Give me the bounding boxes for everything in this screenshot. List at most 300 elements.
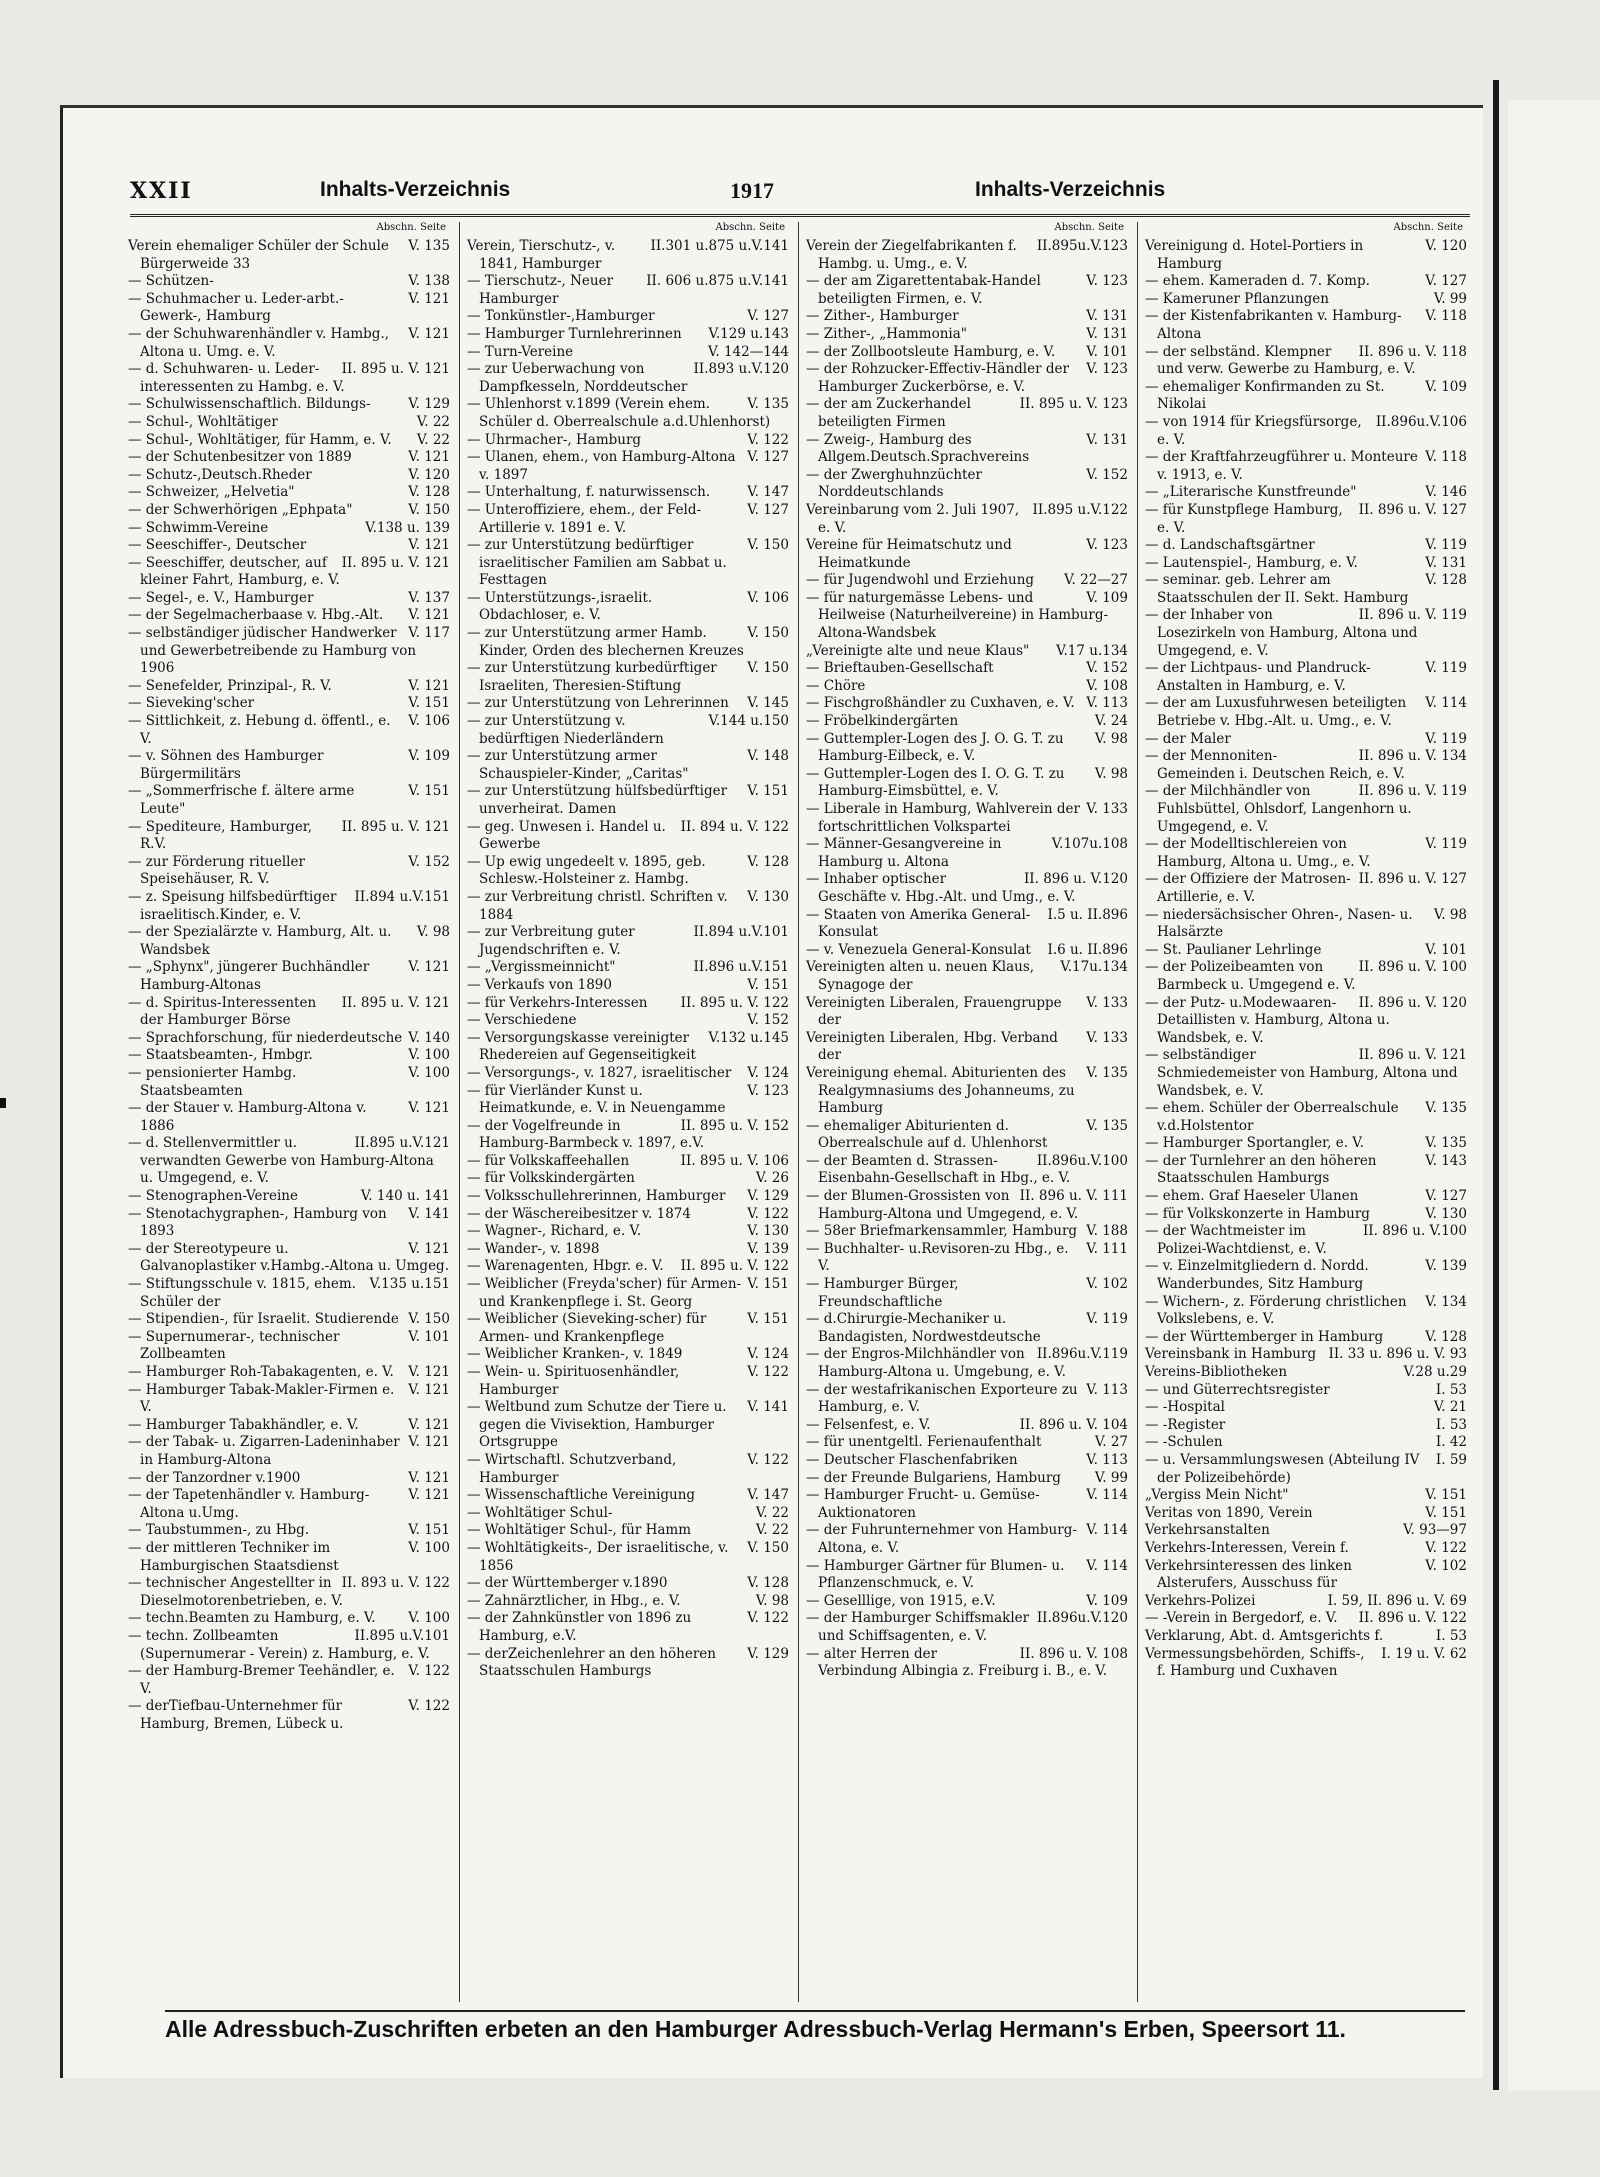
entry-text: — Hamburger Bürger, Freundschaftliche bbox=[806, 1276, 959, 1310]
section-page-ref: V. 122 bbox=[408, 1663, 450, 1680]
section-page-ref: V. 119 bbox=[1086, 1311, 1128, 1328]
entry-text: — Versorgungs-, v. 1827, israelitischer bbox=[467, 1064, 732, 1081]
section-page-ref: V. 121 bbox=[408, 1364, 450, 1380]
entry-text: Vereinbarung vom 2. Juli 1907, e. V. bbox=[806, 501, 1020, 536]
entry-text: — der Hamburger Schiffsmakler und Schiffsagenten, e. V. bbox=[806, 1610, 1030, 1644]
entry-text: — Stiftungsschule v. 1815, ehem. Schüler der bbox=[128, 1276, 356, 1310]
entry-text: — der mittleren Techniker im Hamburgischen Staatsdienst bbox=[128, 1539, 339, 1574]
page-number: XXII bbox=[130, 178, 193, 204]
entry-text: — Unterhaltung, f. naturwissensch. bbox=[467, 484, 711, 501]
section-page-ref: V.17 u.134 bbox=[1056, 642, 1128, 659]
entry-text: — für Volkskonzerte in Hamburg bbox=[1145, 1205, 1370, 1222]
index-entry bbox=[806, 1118, 1128, 1153]
index-entry bbox=[467, 1540, 789, 1575]
entry-text: — „Sphynx", jüngerer Buchhändler Hamburg-Altonas bbox=[128, 959, 370, 993]
index-entry bbox=[1145, 1522, 1467, 1540]
index-entry bbox=[1145, 502, 1467, 537]
index-entry bbox=[1145, 1452, 1467, 1487]
index-entry bbox=[128, 995, 450, 1030]
index-entry bbox=[1145, 1487, 1467, 1505]
section-page-ref: V. 98 bbox=[1094, 765, 1128, 782]
section-page-ref: II.895 u.V.101 bbox=[354, 1627, 450, 1644]
section-page-ref: II. 896 u. V. 104 bbox=[1019, 1416, 1128, 1433]
section-page-ref: V. 151 bbox=[1425, 1487, 1467, 1504]
index-entry bbox=[1145, 1505, 1467, 1523]
index-entry bbox=[1145, 555, 1467, 573]
entry-text: — Hamburger Roh-Tabakagenten, e. V. bbox=[128, 1364, 394, 1380]
entry-text: — der Stereotypeure u. Galvanoplastiker v.Hambg.-Altona u. Umgeg. bbox=[128, 1240, 449, 1275]
index-entry bbox=[1145, 1540, 1467, 1558]
index-column-2 bbox=[467, 222, 789, 2002]
index-entry bbox=[128, 1311, 450, 1329]
index-entry bbox=[128, 1135, 450, 1188]
section-page-ref: V. 119 bbox=[1425, 836, 1467, 853]
section-page-ref: V. 151 bbox=[408, 1522, 450, 1539]
entry-text: — der am Zuckerhandel beteiligten Firmen bbox=[806, 396, 971, 430]
entry-text: — der Milchhändler von Fuhlsbüttel, Ohlsdorf, Langenhorn u. Umgegend, e. V. bbox=[1145, 783, 1412, 835]
section-page-ref: V. 121 bbox=[408, 1416, 450, 1433]
index-entry bbox=[128, 1065, 450, 1100]
index-entry bbox=[467, 344, 789, 362]
entry-text: — Stenotachygraphen-, Hamburg von 1893 bbox=[128, 1205, 387, 1240]
section-page-ref: V. 113 bbox=[1086, 1381, 1128, 1398]
index-entry bbox=[1145, 959, 1467, 994]
entry-text: — Wohltätiger Schul- bbox=[467, 1504, 613, 1521]
section-page-ref: V. 109 bbox=[408, 748, 450, 765]
index-columns bbox=[128, 222, 1468, 2002]
index-entry bbox=[1145, 1610, 1467, 1628]
index-entry bbox=[467, 1065, 789, 1083]
index-entry bbox=[467, 660, 789, 695]
entry-text: — zur Unterstützung von Lehrerinnen bbox=[467, 695, 729, 712]
section-page-ref: V. 135 bbox=[1425, 1135, 1467, 1152]
index-entry bbox=[806, 871, 1128, 906]
index-entry bbox=[467, 308, 789, 326]
entry-text: — Geselllige, von 1915, e.V. bbox=[806, 1592, 996, 1609]
index-entry bbox=[806, 907, 1128, 942]
section-page-ref: V. 118 bbox=[1425, 449, 1467, 466]
section-page-ref: V. 22—27 bbox=[1064, 572, 1128, 589]
entry-text: — -Hospital bbox=[1145, 1399, 1225, 1416]
section-page-ref: II. 896 u. V.100 bbox=[1362, 1223, 1467, 1240]
index-entry bbox=[467, 1118, 789, 1153]
section-page-ref: V. 141 bbox=[408, 1205, 450, 1222]
entry-text: — Staaten von Amerika General-Konsulat bbox=[806, 906, 1031, 941]
index-entry bbox=[467, 1188, 789, 1206]
index-entry bbox=[1145, 291, 1467, 309]
entry-text: — Fröbelkindergärten bbox=[806, 713, 959, 730]
section-page-ref: II. 606 u.875 u.V.141 bbox=[646, 273, 789, 290]
entry-text: — Liberale in Hamburg, Wahlverein der fortschrittlichen Volkspartei bbox=[806, 801, 1080, 835]
section-page-ref: V. 135 bbox=[1086, 1064, 1128, 1081]
entry-text: — Hamburger Sportangler, e. V. bbox=[1145, 1135, 1364, 1152]
entry-text: — der Maler bbox=[1145, 730, 1231, 747]
section-page-ref: V. 100 bbox=[408, 1064, 450, 1081]
section-page-ref: V. 98 bbox=[755, 1592, 789, 1609]
entry-text: — Hamburger Gärtner für Blumen- u. Pflanzenschmuck, e. V. bbox=[806, 1557, 1065, 1592]
entry-text: — seminar. geb. Lehrer am Staatsschulen der II. Sekt. Hamburg bbox=[1145, 572, 1409, 606]
entry-text: Verkehrsanstalten bbox=[1145, 1522, 1270, 1539]
entry-text: — Deutscher Flaschenfabriken bbox=[806, 1451, 1018, 1468]
index-entry bbox=[467, 361, 789, 396]
next-page-edge bbox=[1508, 100, 1600, 2090]
entry-text: — der Zahnkünstler von 1896 zu Hamburg, e.V. bbox=[467, 1610, 692, 1644]
entry-text: — Unteroffiziere, ehem., der Feld-Artillerie v. 1891 e. V. bbox=[467, 501, 702, 536]
index-entry bbox=[128, 713, 450, 748]
entry-text: Verklarung, Abt. d. Amtsgerichts f. bbox=[1145, 1627, 1384, 1644]
section-page-ref: V. 150 bbox=[747, 660, 789, 677]
entry-text: — Uhrmacher-, Hamburg bbox=[467, 431, 642, 448]
entry-text: — Turn-Vereine bbox=[467, 343, 574, 360]
index-entry bbox=[128, 607, 450, 625]
entry-text: — Buchhalter- u.Revisoren-zu Hbg., e. V. bbox=[806, 1240, 1069, 1275]
section-page-ref: II. 894 u. V. 122 bbox=[680, 818, 789, 835]
column-header: Abschn. Seite bbox=[715, 222, 785, 233]
index-entry bbox=[128, 1540, 450, 1575]
entry-text: — zur Verbreitung christl. Schriften v. 1884 bbox=[467, 888, 728, 923]
index-entry bbox=[1145, 836, 1467, 871]
entry-text: — Spediteure, Hamburger, R.V. bbox=[128, 818, 313, 853]
section-page-ref: V. 140 bbox=[408, 1029, 450, 1046]
index-entry bbox=[128, 819, 450, 854]
entry-text: — v. Einzelmitgliedern d. Nordd. Wanderbundes, Sitz Hamburg bbox=[1145, 1258, 1369, 1293]
index-entry bbox=[128, 396, 450, 414]
entry-text: — Felsenfest, e. V. bbox=[806, 1416, 931, 1433]
index-entry bbox=[128, 1417, 450, 1435]
section-page-ref: V.144 u.150 bbox=[708, 713, 789, 730]
entry-text: — der Wachtmeister im Polizei-Wachtdienst, e. V. bbox=[1145, 1223, 1327, 1257]
index-entry bbox=[467, 1487, 789, 1505]
index-entry bbox=[1145, 695, 1467, 730]
index-entry bbox=[467, 1593, 789, 1611]
index-entry bbox=[1145, 1593, 1467, 1611]
section-page-ref: V. 152 bbox=[408, 853, 450, 870]
section-page-ref: V. 140 u. 141 bbox=[360, 1188, 450, 1205]
index-entry bbox=[1145, 1364, 1467, 1382]
section-page-ref: V. 142—144 bbox=[707, 343, 789, 360]
index-entry bbox=[467, 1083, 789, 1118]
index-entry bbox=[128, 502, 450, 520]
entry-text: — für Jugendwohl und Erziehung bbox=[806, 572, 1035, 589]
section-page-ref: V. 127 bbox=[747, 449, 789, 466]
section-page-ref: V. 24 bbox=[1094, 713, 1128, 730]
index-entry bbox=[467, 1646, 789, 1681]
index-entry bbox=[1145, 1382, 1467, 1400]
section-page-ref: V. 131 bbox=[1086, 325, 1128, 342]
section-page-ref: V. 135 bbox=[1086, 1117, 1128, 1134]
index-entry bbox=[1145, 1135, 1467, 1153]
entry-text: — ehem. Graf Haeseler Ulanen bbox=[1145, 1188, 1359, 1205]
entry-text: — derZeichenlehrer an den höheren Staatsschulen Hamburgs bbox=[467, 1645, 716, 1680]
section-page-ref: V. 120 bbox=[408, 466, 450, 483]
index-entry bbox=[806, 801, 1128, 836]
section-page-ref: II.895 u.V.122 bbox=[1032, 501, 1128, 518]
entry-text: Vereine für Heimatschutz und Heimatkunde bbox=[806, 537, 1012, 571]
entry-text: — zur Unterstützung hülfsbedürftiger unverheirat. Damen bbox=[467, 783, 728, 817]
index-entry bbox=[1145, 1294, 1467, 1329]
entry-text: — Wein- u. Spirituosenhändler, Hamburger bbox=[467, 1364, 680, 1398]
index-entry bbox=[128, 520, 450, 538]
entry-text: — v. Söhnen des Hamburger Bürgermilitärs bbox=[128, 748, 324, 782]
section-page-ref: V. 131 bbox=[1086, 431, 1128, 448]
header-year: 1917 bbox=[730, 178, 774, 203]
column-header: Abschn. Seite bbox=[1393, 222, 1463, 233]
index-entry bbox=[1145, 379, 1467, 414]
entry-text: — d. Landschaftsgärtner bbox=[1145, 537, 1315, 554]
section-page-ref: V. 109 bbox=[1425, 378, 1467, 395]
index-entry bbox=[1145, 1100, 1467, 1135]
section-page-ref: V. 121 bbox=[408, 537, 450, 554]
section-page-ref: II. 895 u. V. 121 bbox=[341, 994, 450, 1011]
section-page-ref: V. 123 bbox=[747, 1082, 789, 1099]
index-entry bbox=[806, 1610, 1128, 1645]
section-page-ref: V. 127 bbox=[1425, 273, 1467, 290]
section-page-ref: V. 102 bbox=[1425, 1557, 1467, 1574]
entry-text: — ehemaliger Abiturienten d. Oberrealschule auf d. Uhlenhorst bbox=[806, 1117, 1048, 1152]
entry-text: — Ulanen, ehem., von Hamburg-Altona v. 1897 bbox=[467, 449, 736, 483]
entry-text: — Männer-Gesangvereine in Hamburg u. Altona bbox=[806, 836, 1002, 870]
section-page-ref: V. 146 bbox=[1425, 484, 1467, 501]
section-page-ref: II. 895 u. V. 123 bbox=[1019, 396, 1128, 413]
entry-text: Vereinsbank in Hamburg bbox=[1145, 1346, 1317, 1363]
index-entry bbox=[1145, 1558, 1467, 1593]
index-entry bbox=[806, 660, 1128, 678]
index-entry bbox=[1145, 344, 1467, 379]
index-entry bbox=[128, 1047, 450, 1065]
section-page-ref: II. 895 u. V. 121 bbox=[341, 554, 450, 571]
index-entry bbox=[467, 449, 789, 484]
entry-text: Verkehrs-Polizei bbox=[1145, 1592, 1256, 1609]
section-page-ref: I. 53 bbox=[1435, 1416, 1467, 1433]
entry-text: — Verschiedene bbox=[467, 1012, 577, 1029]
section-page-ref: II. 896 u. V. 127 bbox=[1358, 501, 1467, 518]
section-page-ref: II.895 u.V.121 bbox=[354, 1135, 450, 1152]
index-entry bbox=[467, 1311, 789, 1346]
index-entry bbox=[806, 1153, 1128, 1188]
section-page-ref: II. 896 u. V. 122 bbox=[1358, 1610, 1467, 1627]
entry-text: — Kameruner Pflanzungen bbox=[1145, 290, 1329, 307]
index-entry bbox=[128, 889, 450, 924]
index-entry bbox=[806, 942, 1128, 960]
entry-text: — Schulwissenschaftlich. Bildungs- bbox=[128, 396, 371, 413]
section-page-ref: V. 122 bbox=[408, 1698, 450, 1715]
entry-text: — Weltbund zum Schutze der Tiere u. gegen die Vivisektion, Hamburger Ortsgruppe bbox=[467, 1399, 727, 1451]
section-page-ref: V. 22 bbox=[416, 413, 450, 430]
entry-text: — der am Luxusfuhrwesen beteiligten Betriebe v. Hbg.-Alt. u. Umg., e. V. bbox=[1145, 695, 1407, 730]
entry-text: — d. Spiritus-Interessenten der Hamburger Börse bbox=[128, 994, 317, 1029]
index-entry bbox=[467, 1153, 789, 1171]
section-page-ref: II. 895 u. V. 122 bbox=[680, 994, 789, 1011]
entry-text: — Hamburger Turnlehrerinnen bbox=[467, 325, 682, 342]
index-entry bbox=[128, 1030, 450, 1048]
entry-text: — der Hamburg-Bremer Teehändler, e. V. bbox=[128, 1663, 395, 1697]
section-page-ref: II.894 u.V.151 bbox=[354, 888, 450, 905]
entry-text: — zur Unterstützung v. bedürftigen Niederländern bbox=[467, 713, 664, 747]
index-entry bbox=[806, 1065, 1128, 1118]
section-page-ref: V. 128 bbox=[1425, 572, 1467, 589]
entry-text: — zur Verbreitung guter Jugendschriften e. V. bbox=[467, 924, 635, 958]
section-page-ref: II.896u.V.106 bbox=[1375, 413, 1467, 430]
section-page-ref: II. 895 u. V. 122 bbox=[680, 1258, 789, 1275]
index-entry bbox=[1145, 1434, 1467, 1452]
entry-text: Vereinigten Liberalen, Frauengruppe der bbox=[806, 994, 1062, 1029]
entry-text: — Schweizer, „Helvetia" bbox=[128, 484, 295, 501]
entry-text: Vermessungsbehörden, Schiffs-, f. Hamburg und Cuxhaven bbox=[1145, 1645, 1365, 1680]
index-entry bbox=[128, 361, 450, 396]
section-page-ref: V. 124 bbox=[747, 1346, 789, 1363]
section-page-ref: V. 114 bbox=[1086, 1487, 1128, 1504]
section-page-ref: V. 106 bbox=[747, 589, 789, 606]
entry-text: — Taubstummen-, zu Hbg. bbox=[128, 1522, 310, 1539]
entry-text: — der Engros-Milchhändler von Hamburg-Altona u. Umgebung, e. V. bbox=[806, 1346, 1066, 1380]
entry-text: — der Tabak- u. Zigarren-Ladeninhaber in Hamburg-Altona bbox=[128, 1434, 400, 1468]
section-page-ref: V. 122 bbox=[747, 1205, 789, 1222]
index-entry bbox=[806, 326, 1128, 344]
entry-text: — alter Herren der Verbindung Albingia z. Freiburg i. B., e. V. bbox=[806, 1645, 1108, 1680]
entry-text: Vereinigten alten u. neuen Klaus, Synagoge der bbox=[806, 959, 1035, 993]
index-entry bbox=[806, 238, 1128, 273]
section-page-ref: V. 124 bbox=[747, 1064, 789, 1081]
entry-text: — der am Zigarettentabak-Handel beteiligten Firmen, e. V. bbox=[806, 273, 1041, 307]
section-page-ref: V. 130 bbox=[747, 1223, 789, 1240]
entry-text: — d. Schuhwaren- u. Leder-interessenten zu Hambg. e. V. bbox=[128, 361, 345, 395]
entry-text: — der Wäschereibesitzer v. 1874 bbox=[467, 1205, 691, 1222]
section-page-ref: I. 19 u. V. 62 bbox=[1381, 1645, 1467, 1662]
section-page-ref: V. 152 bbox=[747, 1012, 789, 1029]
entry-text: — d. Stellenvermittler u. verwandten Gewerbe von Hamburg-Altona u. Umgegend, e. V. bbox=[128, 1135, 434, 1187]
entry-text: — Wissenschaftliche Vereinigung bbox=[467, 1487, 696, 1504]
page-header bbox=[130, 178, 1470, 217]
section-page-ref: V. 123 bbox=[1086, 537, 1128, 554]
entry-text: — der Kistenfabrikanten v. Hamburg-Altona bbox=[1145, 308, 1402, 342]
entry-text: — der Stauer v. Hamburg-Altona v. 1886 bbox=[128, 1100, 367, 1134]
entry-text: — „Literarische Kunstfreunde" bbox=[1145, 484, 1357, 501]
entry-text: — der selbständ. Klempner und verw. Gewerbe zu Hamburg, e. V. bbox=[1145, 343, 1416, 378]
entry-text: — zur Unterstützung armer Hamb. Kinder, Orden des blechernen Kreuzes bbox=[467, 625, 744, 659]
index-entry bbox=[128, 537, 450, 555]
header-title-left: Inhalts-Verzeichnis bbox=[320, 178, 511, 201]
index-entry bbox=[467, 1258, 789, 1276]
index-entry bbox=[1145, 1346, 1467, 1364]
index-entry bbox=[806, 396, 1128, 431]
section-page-ref: V. 151 bbox=[747, 1276, 789, 1293]
index-entry bbox=[128, 748, 450, 783]
index-entry bbox=[467, 432, 789, 450]
index-entry bbox=[806, 695, 1128, 713]
section-page-ref: V. 129 bbox=[408, 396, 450, 413]
section-page-ref: V. 100 bbox=[408, 1610, 450, 1627]
entry-text: — Volksschullehrerinnen, Hamburger bbox=[467, 1188, 726, 1205]
index-entry bbox=[1145, 1188, 1467, 1206]
index-entry bbox=[806, 1522, 1128, 1557]
entry-text: — Tonkünstler-,Hamburger bbox=[467, 308, 655, 325]
section-page-ref: V. 114 bbox=[1425, 695, 1467, 712]
section-page-ref: II. 896 u. V. 119 bbox=[1358, 783, 1467, 800]
index-entry bbox=[1145, 1153, 1467, 1188]
entry-text: — Wohltätiger Schul-, für Hamm bbox=[467, 1522, 692, 1539]
index-entry bbox=[467, 1610, 789, 1645]
index-entry bbox=[467, 889, 789, 924]
entry-text: — und Güterrechtsregister bbox=[1145, 1381, 1330, 1398]
section-page-ref: V. 133 bbox=[1086, 1029, 1128, 1046]
entry-text: — der Putz- u.Modewaaren-Detaillisten v. Hamburg, Altona u. Wandsbek, e. V. bbox=[1145, 994, 1390, 1046]
entry-text: — Sittlichkeit, z. Hebung d. öffentl., e. V. bbox=[128, 713, 391, 747]
entry-text: — der Freunde Bulgariens, Hamburg bbox=[806, 1469, 1061, 1486]
section-page-ref: V. 139 bbox=[747, 1240, 789, 1257]
column-header: Abschn. Seite bbox=[376, 222, 446, 233]
index-entry bbox=[128, 1241, 450, 1276]
index-entry bbox=[806, 1558, 1128, 1593]
index-entry bbox=[128, 695, 450, 713]
index-entry bbox=[1145, 907, 1467, 942]
entry-text: — für Volkskindergärten bbox=[467, 1170, 635, 1187]
section-page-ref: V. 121 bbox=[408, 1487, 450, 1504]
section-page-ref: V. 114 bbox=[1086, 1522, 1128, 1539]
section-page-ref: V. 99 bbox=[1094, 1469, 1128, 1486]
entry-text: — Seeschiffer, deutscher, auf kleiner Fahrt, Hamburg, e. V. bbox=[128, 554, 340, 589]
index-entry bbox=[806, 995, 1128, 1030]
entry-text: — Schul-, Wohltätiger, für Hamm, e. V. bbox=[128, 431, 392, 448]
entry-text: — der Mennoniten-Gemeinden i. Deutschen Reich, e. V. bbox=[1145, 748, 1405, 782]
index-entry bbox=[128, 555, 450, 590]
index-entry bbox=[128, 484, 450, 502]
entry-text: — Zahnärztlicher, in Hbg., e. V. bbox=[467, 1592, 681, 1609]
section-page-ref: V. 101 bbox=[1086, 343, 1128, 360]
entry-text: — Guttempler-Logen des I. O. G. T. zu Hamburg-Eimsbüttel, e. V. bbox=[806, 765, 1065, 800]
entry-text: — der Schutenbesitzer von 1889 bbox=[128, 449, 352, 466]
index-column-1 bbox=[128, 222, 450, 2002]
entry-text: — der Spezialärzte v. Hamburg, Alt. u. Wandsbek bbox=[128, 924, 392, 958]
section-page-ref: I. 59, II. 896 u. V. 69 bbox=[1327, 1592, 1467, 1609]
index-entry bbox=[128, 783, 450, 818]
section-page-ref: V. 127 bbox=[747, 501, 789, 518]
index-entry bbox=[467, 1012, 789, 1030]
entry-text: — Hamburger Tabakhändler, e. V. bbox=[128, 1416, 359, 1433]
section-page-ref: V. 131 bbox=[1086, 308, 1128, 325]
section-page-ref: V. 122 bbox=[747, 1451, 789, 1468]
section-page-ref: V. 151 bbox=[408, 783, 450, 800]
index-entry bbox=[806, 344, 1128, 362]
entry-text: Verein ehemaliger Schüler der Schule Bürgerweide 33 bbox=[128, 238, 389, 272]
index-entry bbox=[467, 238, 789, 273]
entry-text: — der Offiziere der Matrosen-Artillerie, e. V. bbox=[1145, 871, 1351, 905]
entry-text: — Schützen- bbox=[128, 273, 214, 290]
index-entry bbox=[128, 273, 450, 291]
index-entry bbox=[128, 1364, 450, 1382]
entry-text: — Zither-, Hamburger bbox=[806, 308, 959, 325]
entry-text: — Wohltätigkeits-, Der israelitische, v. 1856 bbox=[467, 1539, 729, 1574]
entry-text: — der Tapetenhändler v. Hamburg-Altona u.Umg. bbox=[128, 1487, 370, 1521]
section-page-ref: V. 98 bbox=[1433, 906, 1467, 923]
index-column-4 bbox=[1145, 222, 1467, 2002]
index-entry bbox=[128, 1487, 450, 1522]
entry-text: — derTiefbau-Unternehmer für Hamburg, Bremen, Lübeck u. bbox=[128, 1698, 344, 1732]
index-entry bbox=[467, 1452, 789, 1487]
section-page-ref: V. 27 bbox=[1094, 1434, 1128, 1451]
section-page-ref: V. 137 bbox=[408, 589, 450, 606]
section-page-ref: V. 139 bbox=[1425, 1258, 1467, 1275]
section-page-ref: V. 93—97 bbox=[1403, 1522, 1467, 1539]
entry-text: — der Lichtpaus- und Plandruck-Anstalten in Hamburg, e. V. bbox=[1145, 660, 1371, 694]
section-page-ref: V. 98 bbox=[416, 924, 450, 941]
index-entry bbox=[806, 959, 1128, 994]
index-entry bbox=[806, 1188, 1128, 1223]
entry-text: — der Turnlehrer an den höheren Staatsschulen Hamburgs bbox=[1145, 1152, 1377, 1187]
index-entry bbox=[806, 1223, 1128, 1241]
section-page-ref: V. 114 bbox=[1086, 1557, 1128, 1574]
section-page-ref: V. 121 bbox=[408, 325, 450, 342]
entry-text: Verkehrsinteressen des linken Alsterufers, Ausschuss für bbox=[1145, 1557, 1352, 1592]
